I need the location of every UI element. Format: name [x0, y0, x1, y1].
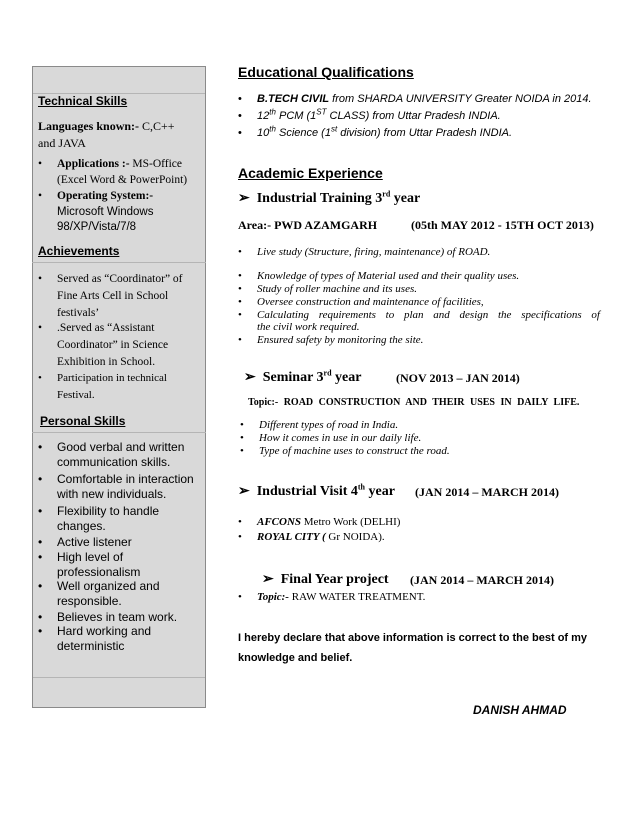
- training-title: ➢ Industrial Training 3rd year: [238, 189, 421, 206]
- sidebar-rule: [32, 432, 206, 433]
- training-bullet: • Live study (Structure, firing, maintenance) of ROAD.: [238, 246, 491, 258]
- languages-known: Languages known:- C,C++ and JAVA: [38, 119, 175, 150]
- project-topic: • Topic:- RAW WATER TREATMENT.: [238, 591, 426, 603]
- education-heading: Educational Qualifications: [238, 64, 414, 80]
- personal-skill-item: • Good verbal and written communication skills.: [38, 440, 185, 469]
- visit-item: • AFCONS Metro Work (DELHI): [238, 516, 401, 528]
- personal-skills-heading: Personal Skills: [40, 414, 126, 428]
- visit-title: ➢ Industrial Visit 4th year (JAN 2014 – MARCH 2014): [238, 482, 559, 499]
- achievements-heading: Achievements: [38, 244, 120, 258]
- operating-system-item: • Operating System:- Microsoft Windows 98/XP/Vista/7/8: [38, 190, 154, 233]
- signature-name: DANISH AHMAD: [473, 703, 567, 717]
- applications-item: • Applications :- MS-Office (Excel Word & PowerPoint): [38, 158, 188, 186]
- achievement-item: • Participation in technical Festival.: [38, 372, 167, 401]
- arrow-icon: ➢: [238, 484, 250, 499]
- training-bullet: • Study of roller machine and its uses.: [238, 283, 417, 295]
- training-bullet: • Oversee construction and maintenance of facilities,: [238, 296, 484, 308]
- personal-skill-item: • Comfortable in interaction with new individuals.: [38, 472, 194, 501]
- training-bullet: • Ensured safety by monitoring the site.: [238, 334, 424, 346]
- education-item: • 10th Science (1st division) from Uttar Pradesh INDIA.: [238, 124, 513, 139]
- arrow-icon: ➢: [244, 370, 256, 385]
- achievement-item: • Served as “Coordinator” of Fine Arts Cell in School festivals’: [38, 273, 183, 319]
- seminar-bullet: • Different types of road in India.: [240, 419, 399, 431]
- arrow-icon: ➢: [262, 572, 274, 587]
- seminar-topic: Topic:- ROAD CONSTRUCTION AND THEIR USES IN DAILY LIFE.: [248, 397, 580, 408]
- education-item: • 12th PCM (1ST CLASS) from Uttar Pradesh INDIA.: [238, 107, 501, 122]
- education-item: • B.TECH CIVIL from SHARDA UNIVERSITY Greater NOIDA in 2014.: [238, 93, 592, 105]
- training-bullet: • Calculating requirements to plan and design the specifications of: [238, 309, 600, 321]
- personal-skill-item: • Hard working and deterministic: [38, 624, 152, 653]
- seminar-bullet: • How it comes in use in our daily life.: [240, 432, 422, 444]
- personal-skill-item: • Active listener: [38, 535, 132, 549]
- personal-skill-item: • High level of professionalism: [38, 550, 141, 579]
- flexibility-line: Flexibility to handle: [57, 504, 160, 518]
- personal-skill-item: • Flexibility to handle changes.: [38, 504, 202, 534]
- sidebar-rule: [33, 677, 205, 678]
- training-bullet: • Knowledge of types of Material used and their quality uses.: [238, 270, 520, 282]
- personal-skill-item: • Well organized and responsible.: [38, 579, 160, 608]
- visit-item: • ROYAL CITY ( Gr NOIDA).: [238, 531, 385, 543]
- training-bullet-cont: the civil work required.: [257, 321, 360, 333]
- arrow-icon: ➢: [238, 191, 250, 206]
- declaration: I hereby declare that above information is correct to the best of my knowledge and belief.: [238, 632, 588, 664]
- seminar-title: ➢ Seminar 3rd year (NOV 2013 – JAN 2014): [244, 368, 520, 385]
- technical-skills-heading: Technical Skills: [38, 94, 128, 108]
- academic-heading: Academic Experience: [238, 165, 383, 181]
- seminar-bullet: • Type of machine uses to construct the road.: [240, 445, 450, 457]
- achievement-item: • .Served as “Assistant Coordinator” in Science Exhibition in School.: [38, 322, 169, 368]
- personal-skill-item: • Believes in team work.: [38, 610, 178, 624]
- sidebar-rule: [32, 262, 206, 263]
- project-title: ➢ Final Year project (JAN 2014 – MARCH 2014): [262, 572, 554, 587]
- training-area: Area:- PWD AZAMGARH (05th MAY 2012 - 15TH OCT 2013): [238, 218, 594, 232]
